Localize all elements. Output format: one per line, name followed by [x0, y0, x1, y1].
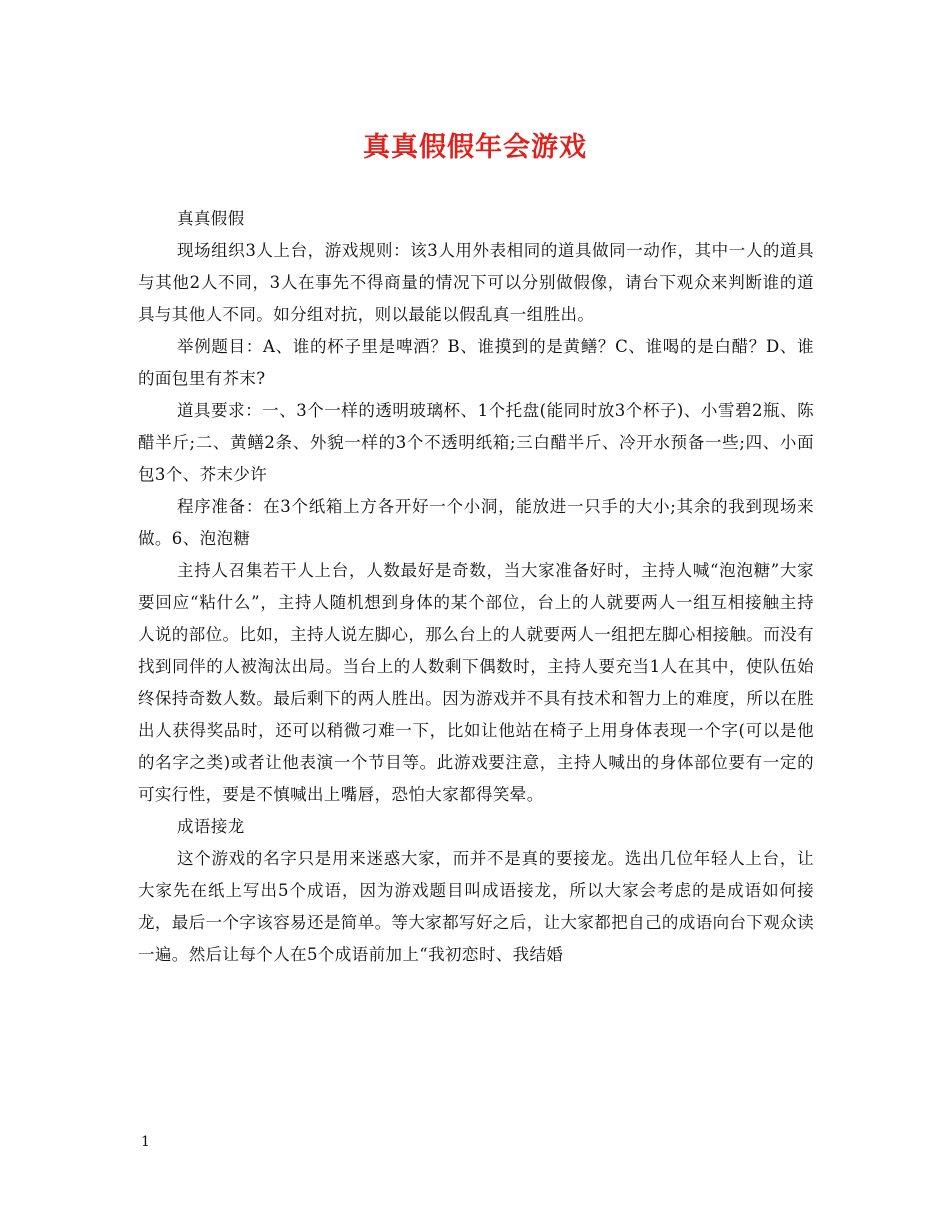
- paragraph-preparation: 程序准备：在3个纸箱上方各开好一个小洞，能放进一只手的大小;其余的我到现场来做。6、泡泡糖: [138, 497, 814, 548]
- paragraph-bubble-gum: 主持人召集若干人上台，人数最好是奇数，当大家准备好时，主持人喊“泡泡糖”大家要回应“粘什么”，主持人随机想到身体的某个部位，台上的人就要两人一组互相接触主持人说的部位。比如，主持人说左脚心，那么台上的人就要两人一组把左脚心相接触。而没有找到同伴的人被淘汰出局。当台上的人数剩下偶数时，主持人要充当1人在其中，使队伍始终保持奇数人数。最后剩下的两人胜出。因为游戏并不具有技术和智力上的难度，所以在胜出人获得奖品时，还可以稍微刁难一下，比如让他站在椅子上用身体表现一个字(可以是他的名字之类)或者让他表演一个节目等。此游戏要注意，主持人喊出的身体部位要有一定的可实行性，要是不慎喊出上嘴唇，恐怕大家都得笑晕。: [138, 561, 814, 804]
- paragraph-props: 道具要求：一、3个一样的透明玻璃杯、1个托盘(能同时放3个杯子)、小雪碧2瓶、陈醋半斤;二、黄鳝2条、外貌一样的3个不透明纸箱;三白醋半斤、冷开水预备一些;四、小面包3个、芥末少许: [138, 401, 814, 484]
- section-heading-zhen-zhen-jia-jia: 真真假假: [177, 209, 245, 228]
- section-heading-idiom-chain: 成语接龙: [177, 817, 245, 836]
- paragraph-example-questions: 举例题目：A、谁的杯子里是啤酒？B、谁摸到的是黄鳝？C、谁喝的是白醋？D、谁的面包里有芥末?: [138, 337, 814, 388]
- document-title: 真真假假年会游戏: [363, 132, 587, 163]
- paragraph-rules: 现场组织3人上台，游戏规则：该3人用外表相同的道具做同一动作，其中一人的道具与其他2人不同，3人在事先不得商量的情况下可以分别做假像，请台下观众来判断谁的道具与其他人不同。如分组对抗，则以最能以假乱真一组胜出。: [138, 241, 814, 324]
- document-body: [138, 203, 814, 971]
- paragraph-idiom-chain: 这个游戏的名字只是用来迷惑大家，而并不是真的要接龙。选出几位年轻人上台，让大家先在纸上写出5个成语，因为游戏题目叫成语接龙，所以大家会考虑的是成语如何接龙，最后一个字该容易还是简单。等大家都写好之后，让大家都把自己的成语向台下观众读一遍。然后让每个人在5个成语前加上“我初恋时、我结婚: [138, 849, 814, 964]
- page-number: 1: [141, 1134, 150, 1150]
